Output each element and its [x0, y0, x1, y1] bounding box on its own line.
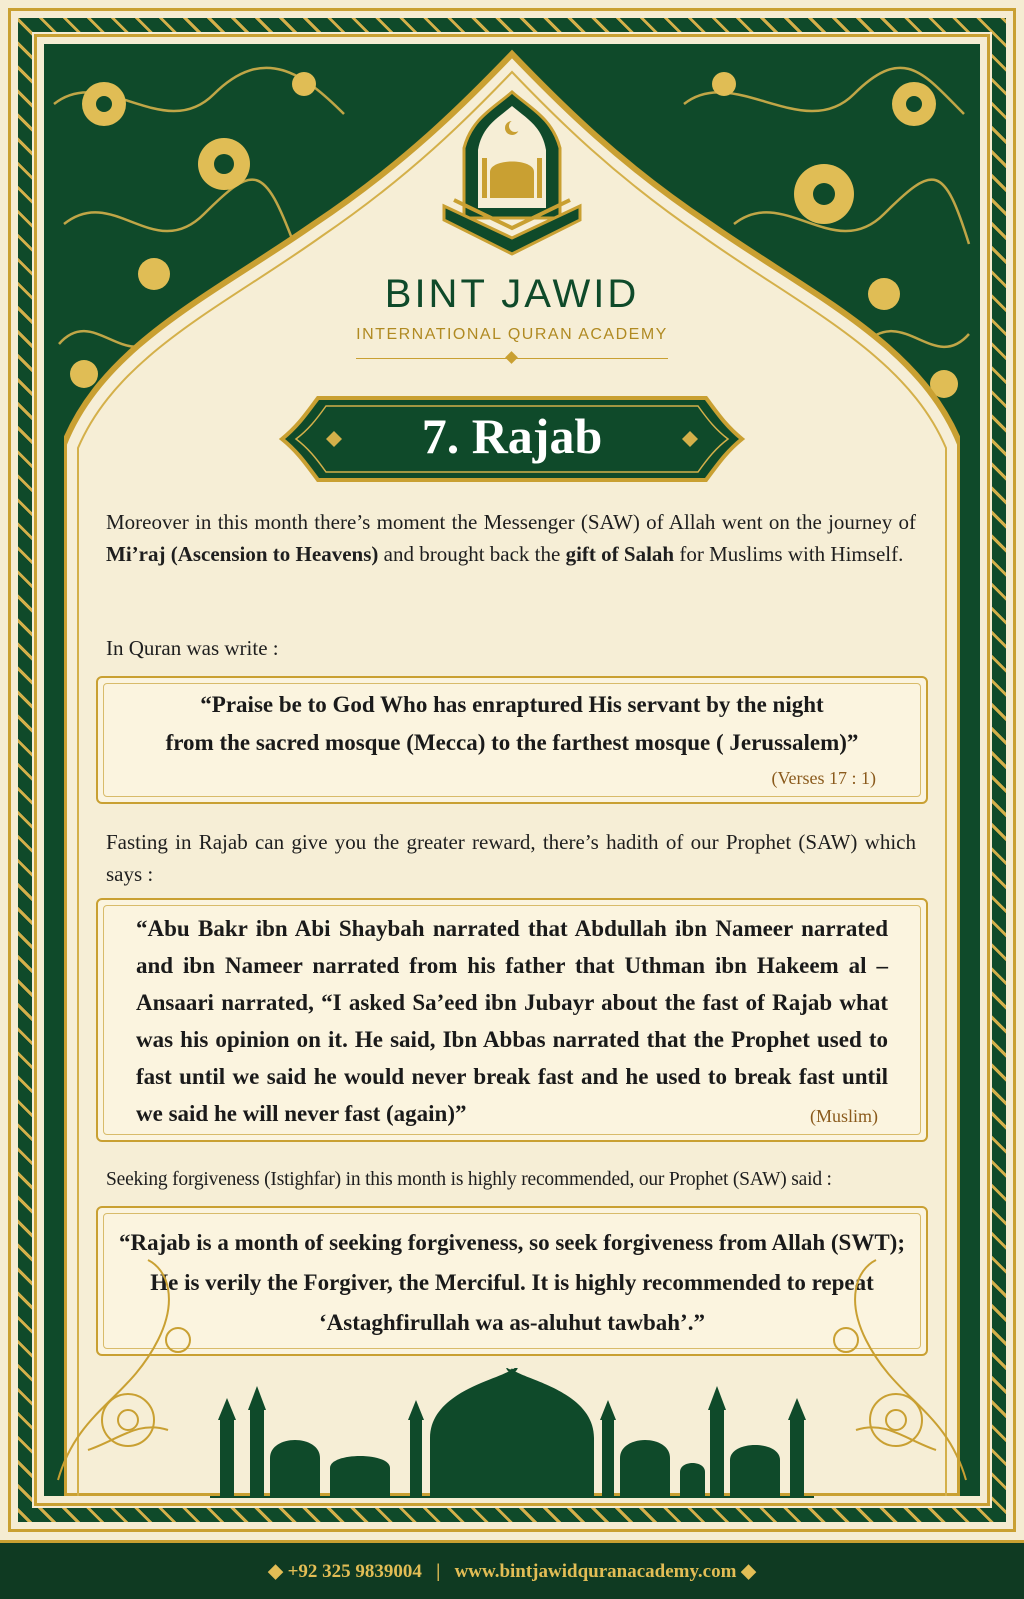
footer-bar: [0, 1540, 1024, 1599]
intro-bold-1: Mi’raj (Ascension to Heavens): [106, 542, 379, 566]
brand-diamond: [505, 351, 518, 364]
intro-text-1: Moreover in this month there’s moment the Messenger (SAW) of Allah went on the journey of: [106, 510, 916, 534]
footer-separator: |: [436, 1561, 441, 1582]
footer-bullet-right: ◆: [741, 1561, 756, 1582]
intro-paragraph: [106, 506, 916, 570]
bottom-left-floral-icon: [48, 1250, 218, 1490]
intro-text-2: and brought back the: [378, 542, 566, 566]
mosque-skyline-icon: [210, 1368, 814, 1498]
fasting-intro: Fasting in Rajab can give you the greater reward, there’s hadith of our Prophet (SAW) which says :: [106, 830, 916, 886]
footer-contact: [0, 1560, 1024, 1583]
bottom-right-floral-icon: [806, 1250, 976, 1490]
footer-phone[interactable]: +92 325 9839004: [287, 1561, 422, 1582]
footer-bullet-left: ◆: [268, 1561, 283, 1582]
intro-text-3: for Muslims with Himself.: [674, 542, 904, 566]
quran-quote-line-1: “Praise be to God Who has enraptured His servant by the night: [200, 692, 824, 717]
brand-name: BINT JAWID: [384, 272, 640, 316]
quran-quote-reference: (Verses 17 : 1): [771, 768, 876, 788]
page-title: 7. Rajab: [421, 408, 603, 464]
brand-subtitle: INTERNATIONAL QURAN ACADEMY: [356, 326, 668, 343]
footer-website-link[interactable]: www.bintjawidquranacademy.com: [454, 1561, 737, 1582]
hadith-quote-text: “Abu Bakr ibn Abi Shaybah narrated that Abdullah ibn Nameer narrated and ibn Nameer narrated from his father that Uthman ibn Hakeem al – Ansaari narrated, “I asked Sa’eed ibn Jubayr about the fast of Rajab what was his opinion on it. He said, Ibn Abbas narrated that the Prophet used to fast until we said he would never break fast and he used to break fast until we said he will never fast (again)”: [136, 916, 888, 1126]
forgiveness-quote-line-2: He is verily the Forgiver, the Merciful. It is highly recommended to repeat: [150, 1270, 874, 1295]
hadith-quote-reference: (Muslim): [809, 1106, 878, 1126]
intro-bold-2: gift of Salah: [565, 542, 675, 566]
forgiveness-intro: Seeking forgiveness (Istighfar) in this month is highly recommended, our Prophet (SAW) said :: [106, 1169, 832, 1190]
quran-quote-line-2: from the sacred mosque (Mecca) to the farthest mosque ( Jerussalem)”: [165, 730, 859, 755]
forgiveness-quote-line-3: ‘Astaghfirullah wa as-aluhut tawbah’.”: [319, 1310, 705, 1335]
mosque-book-logo-icon: [424, 88, 600, 264]
quran-intro: In Quran was write :: [106, 636, 279, 660]
forgiveness-quote-line-1: “Rajab is a month of seeking forgiveness, so seek forgiveness from Allah (SWT);: [118, 1230, 906, 1255]
